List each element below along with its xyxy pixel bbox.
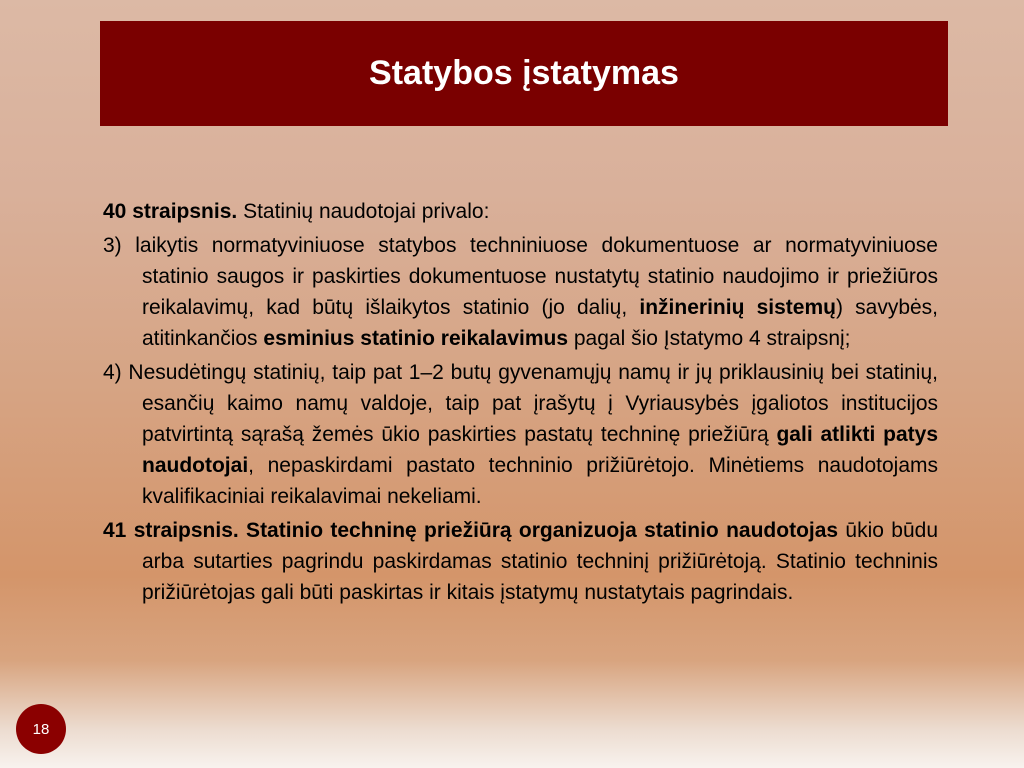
slide-title: Statybos įstatymas xyxy=(369,54,679,92)
article-41-bold-lead: 41 straipsnis. Statinio techninę priežiūrą organizuoja statinio naudotojas xyxy=(103,519,839,542)
item-3-text-part-2: ) savybės, atitinkančios xyxy=(142,296,939,350)
item-3-bold-essential-requirements: esminius statinio reikalavimus xyxy=(263,327,569,350)
item-3-text-part-3: pagal šio Įstatymo 4 straipsnį; xyxy=(568,327,851,350)
item-3-bold-engineering-systems: inžinerinių sistemų xyxy=(639,296,836,319)
paragraph-article-41 xyxy=(103,515,938,608)
page-number: 18 xyxy=(32,720,50,738)
article-40-heading: 40 straipsnis. xyxy=(103,200,238,223)
item-3-text-part-1: 3) laikytis normatyviniuose statybos techniniuose dokumentuose ar normatyviniuose statinio saugos ir paskirties dokumentuose nustatytų statinio naudojimo ir priežiūros reikalavimų, kad būtų išlaikytos statinio (jo dalių, xyxy=(103,234,938,319)
item-4-text-part-2: , nepaskirdami pastato techninio prižiūrėtojo. Minėtiems naudotojams kvalifikaciniai reikalavimai nekeliami. xyxy=(142,454,938,508)
item-4-text-part-1: 4) Nesudėtingų statinių, taip pat 1–2 butų gyvenamųjų namų ir jų priklausinių bei statinių, esančių kaimo namų valdoje, taip pat įrašytų į Vyriausybės įgaliotos institucijos patvirtintą sąrašą žemės ūkio paskirties pastatų techninę priežiūrą xyxy=(103,361,938,446)
article-40-intro-text: Statinių naudotojai privalo: xyxy=(237,200,490,223)
title-bar xyxy=(100,21,948,126)
item-4-bold-users-themselves: gali atlikti patys naudotojai xyxy=(142,423,938,477)
paragraph-item-4 xyxy=(103,357,938,512)
page-number-badge xyxy=(16,704,66,754)
paragraph-item-3 xyxy=(103,230,938,354)
paragraph-article-40-intro xyxy=(103,196,938,227)
slide-body xyxy=(103,196,938,611)
article-41-text: ūkio būdu arba sutarties pagrindu paskirdamas statinio techninį prižiūrėtoją. Statinio techninis prižiūrėtojas gali būti paskirtas ir kitais įstatymų nustatytais pagrindais. xyxy=(142,519,938,604)
